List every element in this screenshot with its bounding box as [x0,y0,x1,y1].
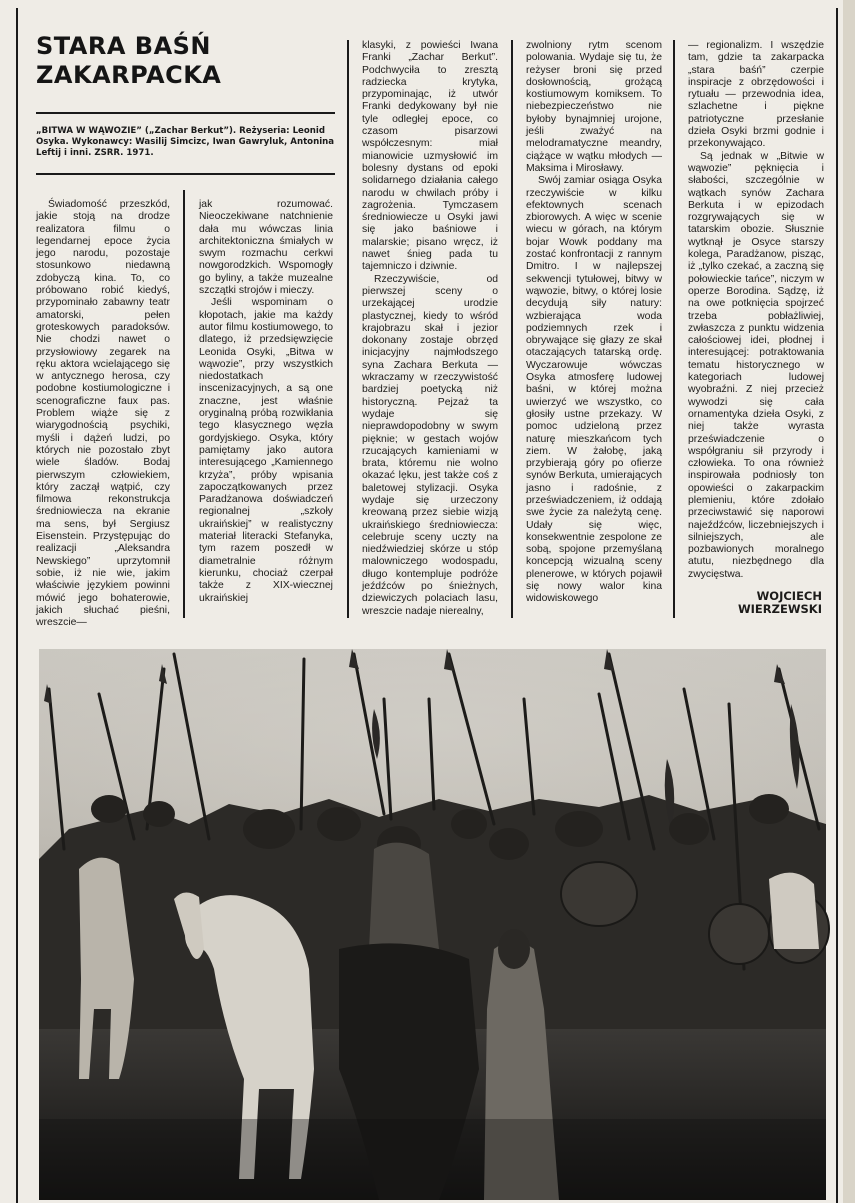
column-rule [183,190,185,618]
title-line-2: ZAKARPACKA [36,61,222,89]
text-column-1 [36,199,170,629]
film-credits: „BITWA W WĄWOZIE” („Zachar Berkut”). Reżyseria: Leonid Osyka. Wykonawcy: Wasilij Simcizc, Iwan Gawryluk, Antonina Leftij i inni. ZSRR. 1971. [36,126,335,158]
text-column-3 [362,40,498,620]
paragraph: Świadomość przeszkód, jakie stoją na drodze realizatora filmu o legendarnej epoce życia jego narodu, pozostaje stosunkowo niedawną zdobyczą kina. To, co próbowano robić kiedyś, przypominało zabawny teatr amatorski, pełen groteskowych paradoksów. Nie chodzi nawet o przysłowiowy zegarek na ręku aktora wcielającego się w antycznego herosa, czy podobne kostiumologiczne i scenograficzne faux pas. Problem wiąże się z wiarygodnością psychiki, myśli i dążeń ludzi, po których nie pozostało zbyt wiele śladów. Bodaj pierwszym człowiekiem, który zaczął wątpić, czy filmowa rekonstrukcja średniowiecza na ekranie ma sens, był Sergiusz Eisenstein. Przystępując do realizacji „Aleksandra Newskiego” uprzytomnił sobie, iż nie wie, jakim właściwie językiem powinni mówić jego bohaterowie, jakich słuchać pieśni, wreszcie— [36,199,170,629]
paragraph: zwolniony rytm scenom polowania. Wydaje się tu, że reżyser broni się przed dosłownością, grożącą kostiumowym komiksem. To niebezpieczeństwo nie byłoby bynajmniej urojone, jeśli zważyć na melodramatyczne meandry, ciążące w wątku młodych — Maksima i Mirosławy. [526,40,662,174]
film-still-image [39,649,826,1200]
column-rule [673,40,675,618]
paragraph: Są jednak w „Bitwie w wąwozie” pęknięcia i słabości, szczególnie w wątkach synów Zachara Berkuta i w epizodach rozgrywających się w tatarskim obozie. Słusznie wytknął je Osyce starszy kolega, Paradżanow, pisząc, iż „tylko czekać, a zaczną się połowieckie tańce”, niczym w operze Borodina. Sądzę, iż na owe potknięcia spojrzeć trzeba pobłażliwiej, zwłaszcza z punktu widzenia całościowej idei, płodnej i interesującej: potraktowania tematu historycznego w kategoriach ludowej wyobraźni. Z niej przecież wywodzi się cała ornamentyka dzieła Osyki, z niej także wyrasta przeświadczenie o współgraniu sił przyrody i człowieka. To ona również inspirowała podniosły ton opowieści o zakarpackim plemieniu, które zdołało przeciwstawić się naporowi najeźdźców, liczebniejszych i silniejszych, ale pozbawionych moralnego atutu, niezbędnego dla zwycięstwa. [688,150,824,580]
paragraph: — regionalizm. I wszędzie tam, gdzie ta zakarpacka „stara baśń” czerpie inspiracje z obrzędowości i rytuału — przewodnia idea, szlachetne i piękne patriotyczne przesłanie dzieła Osyki brzmi godnie i przekonywająco. [688,40,824,150]
title-line-1: STARA BAŚŃ [36,32,212,60]
text-column-4 [526,40,662,620]
right-margin-rule [836,8,838,1203]
column-rule [347,40,349,618]
page-edge [843,0,855,1203]
article-title [36,32,336,90]
film-still-photo [39,649,826,1200]
text-column-5 [688,40,824,588]
author-signature [680,590,822,616]
header-rule-top [36,112,335,114]
column-rule [511,40,513,618]
left-margin-rule [16,8,18,1203]
text-column-2 [199,199,333,619]
paragraph: jak rozumować. Nieoczekiwane natchnienie dała mu wówczas linia architektoniczna śmiałych w swym rozmachu cerkwi nowgorodzkich. Wspomogły go byliny, a także muzealne szczątki strojów i mieczy. [199,199,333,297]
paragraph: Swój zamiar osiąga Osyka rzeczywiście w kilku efektownych scenach zbiorowych. A więc w scenie wiecu w górach, na którym bojar Wowk poddany ma zostać konfrontacji z rannym Dmitro. I w najlepszej sekwencji tytułowej, bitwy w wąwozie, bitwy, o której losie decydują siły natury: wzbierająca woda podziemnych rzek i obrywające się głazy ze skał otaczających tatarską ordę. Wyczarowuje wówczas Osyka atmosferę ludowej baśni, w której można uwierzyć we wszystko, co głosiły ustne przekazy. W pomoc udzieloną przez naturę mieszkańcom tych ziem. W żałobę, jaką przybierają góry po ofierze synów Berkuta, umierających jasno i radośnie, z przeświadczeniem, iż oddają swe życie za należytą cenę. Udały się więc, konsekwentnie zespolone ze sobą, spojone przemyślaną koncepcją wizualną sceny plenerowe, w których pojawił się nowy walor kina widowiskowego [526,175,662,605]
signature-first-name: WOJCIECH [756,589,822,603]
paragraph: Jeśli wspominam o kłopotach, jakie ma każdy autor filmu kostiumowego, to dlatego, iż przedsięwzięcie Leonida Osyki, „Bitwa w wąwozie”, przy wszystkich niedostatkach inscenizacyjnych, a są one znaczne, jest właśnie oryginalną próbą rozwikłania tego klasycznego węzła gordyjskiego. Osyka, który pamiętamy jako autora interesującego „Kamiennego krzyża”, próby wpisania zapoczątkowanych przez Paradżanowa doświadczeń regionalnej „szkoły ukraińskiej” w realistyczny materiał literacki Stefanyka, tym razem poszedł w diametralnie różnym kierunku, chociaż czerpał także z XIX-wiecznej ukraińskiej [199,297,333,604]
paragraph: klasyki, z powieści Iwana Franki „Zachar Berkut”. Podchwyciła to zresztą radziecka krytyka, przypominając, iż utwór Franki dedykowany był nie tyle odległej epoce, co czasom pisarzowi współczesnym: miał mianowicie uzmysłowić im bolesny dystans od epoki solidarnego działania całego narodu w chwilach próby i zagrożenia. Tymczasem średniowiecze u Osyki jawi się jako baśniowe i malarskie; pisano wręcz, iż nawet śnieg pada tu tajemniczo i dziwnie. [362,40,498,273]
paragraph: Rzeczywiście, od pierwszej sceny o urzekającej urodzie plastycznej, kiedy to wśród krajobrazu skał i jezior dokonany zostaje obrzęd inicjacyjny najmłodszego syna Zachara Berkuta — wkraczamy w rzeczywistość bardziej poetycką niż historyczną. Pejzaż ta wydaje się nieprawdopodobny w swym pięknie; w gestach wojów rzucających kamieniami w brata, któremu nie wolno okazać lęku, jest także coś z baletowej stylizacji. Osyka wydaje się urzeczony kreowaną przez siebie wizją ukraińskiego średniowiecza: celebruje sceny uczty na niedźwiedziej skórze u stóp malowniczego wodospadu, długo kontempluje podróże jeźdźców po śnieżnych, dziewiczych polaciach lasu, wreszcie nadaje nierealny, [362,273,498,617]
signature-last-name: WIERZEWSKI [737,602,822,616]
header-rule-bottom [36,173,335,175]
